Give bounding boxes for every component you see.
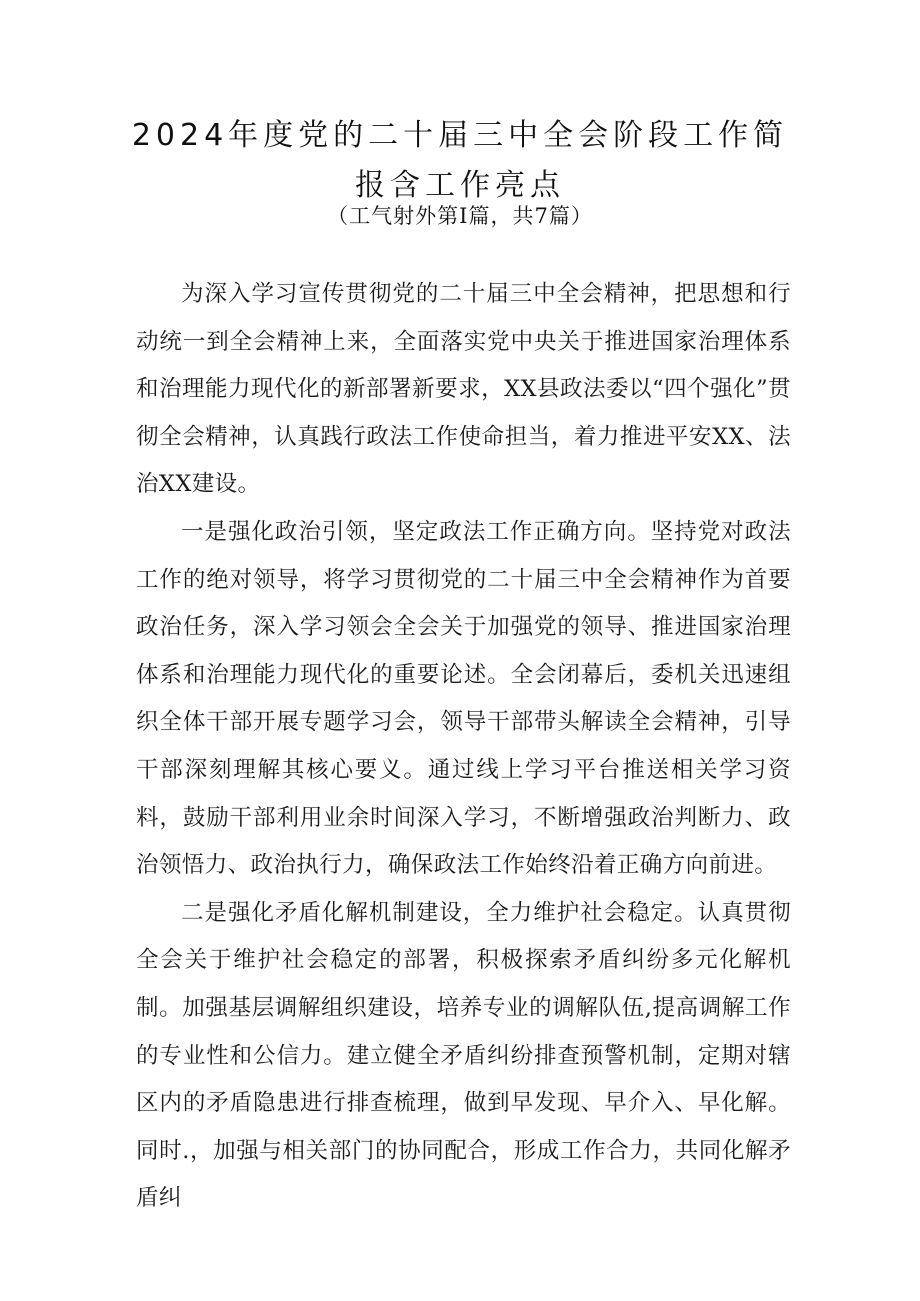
document-title-line-2: 报含工作亮点 [355,168,565,203]
document-subtitle: （工气射外第Ⅰ篇，共7篇） [327,204,593,228]
document-title-line-1: 2024年度党的二十届三中全会阶段工作简 [131,118,789,153]
paragraph-point-two: 二是强化矛盾化解机制建设，全力维护社会稳定。认真贯彻全会关于维护社会稳定的部署，积极探索矛盾纠纷多元化解机制。加强基层调解组织建设，培养专业的调解队伍,提高调解工作的专业性和公信力。建立健全矛盾纠纷排查预警机制，定期对辖区内的矛盾隐患进行排查梳理，做到早发现、早介入、早化解。同时.，加强与相关部门的协同配合，形成工作合力，共同化解矛盾纠 [136,899,791,1212]
paragraph-intro: 为深入学习宣传贯彻党的二十届三中全会精神，把思想和行动统一到全会精神上来，全面落实党中央关于推进国家治理体系和治理能力现代化的新部署新要求，XX县政法委以“四个强化”贯彻全会精神，认真践行政法工作使命担当，着力推进平安XX、法治XX建设。 [136,281,791,498]
paragraph-point-one: 一是强化政治引领，坚定政法工作正确方向。坚持党对政法工作的绝对领导，将学习贯彻党的二十届三中全会精神作为首要政治任务，深入学习领会全会关于加强党的领导、推进国家治理体系和治理能力现代化的重要论述。全会闭幕后，委机关迅速组织全体干部开展专题学习会，领导干部带头解读全会精神，引导干部深刻理解其核心要义。通过线上学习平台推送相关学习资料，鼓励干部利用业余时间深入学习，不断增强政治判断力、政治领悟力、政治执行力，确保政法工作始终沿着正确方向前进。 [136,518,791,879]
document-body [136,271,791,1223]
